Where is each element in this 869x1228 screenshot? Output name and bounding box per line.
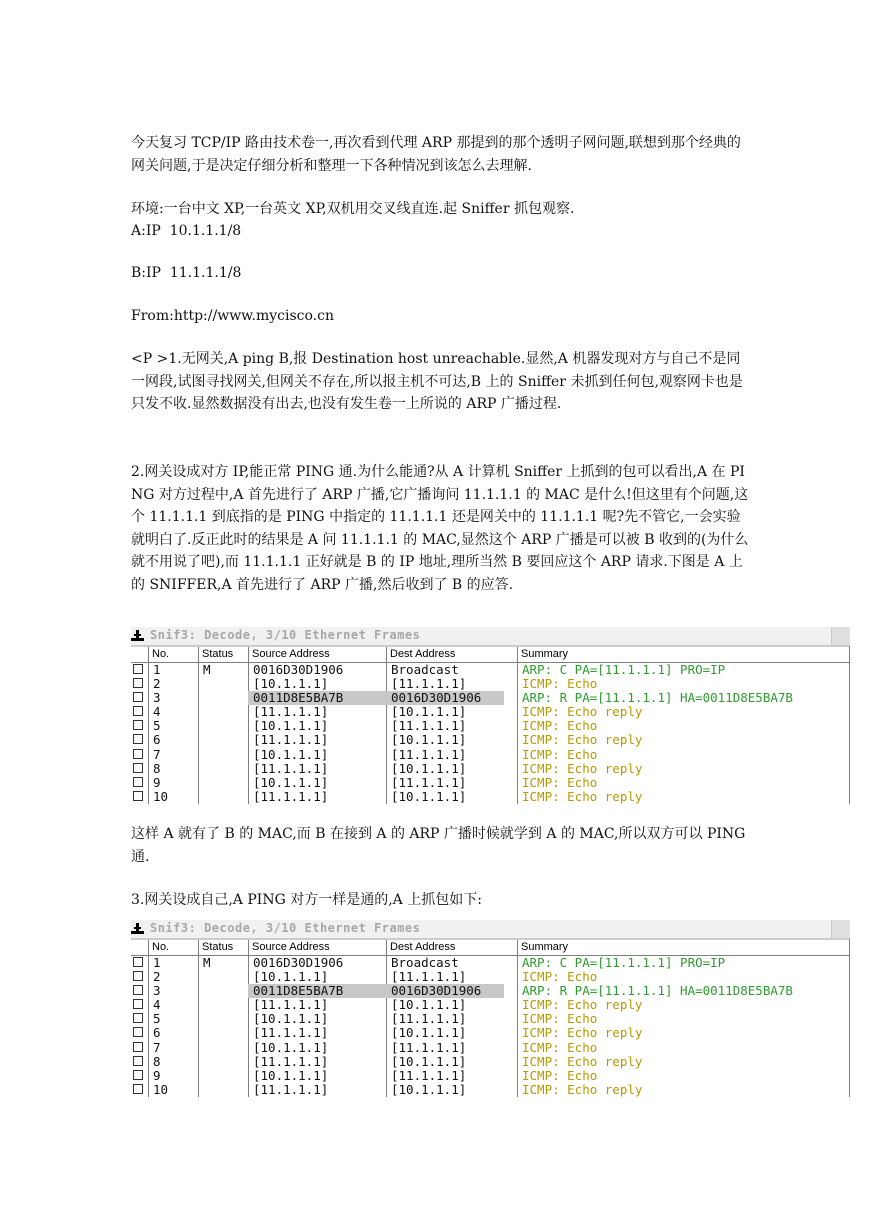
cell-summary: ARP: C PA=[11.1.1.1] PRO=IP [522, 662, 726, 677]
cell-source: [10.1.1.1] [253, 1067, 329, 1083]
cell-summary: ICMP: Echo reply [522, 1053, 643, 1069]
table-row[interactable] [131, 1012, 849, 1026]
cell-dest: Broadcast [391, 662, 459, 677]
table-row[interactable] [131, 733, 849, 747]
row-checkbox[interactable] [133, 1056, 143, 1066]
cell-summary: ICMP: Echo [522, 676, 598, 692]
cell-no: 1 [153, 955, 161, 970]
cell-summary: ICMP: Echo reply [522, 732, 643, 748]
cell-source: [11.1.1.1] [253, 997, 329, 1013]
cell-dest: [10.1.1.1] [391, 732, 467, 748]
row-checkbox[interactable] [133, 763, 143, 773]
table-header [131, 939, 849, 956]
intro-paragraph: 今天复习 TCP/IP 路由技术卷一,再次看到代理 ARP 那提到的那个透明子网问题,联想到那个经典的网关问题,于是决定仔细分析和整理一下各种情况到该怎么去理解. [131, 135, 741, 174]
sniffer-capture-1 [131, 627, 850, 804]
host-a-ip: A:IP 10.1.1.1/8 [131, 223, 242, 239]
capture-title: Snif3: Decode, 3/10 Ethernet Frames [150, 628, 421, 642]
cell-no: 5 [153, 1011, 161, 1027]
row-checkbox[interactable] [133, 1027, 143, 1037]
capture-title: Snif3: Decode, 3/10 Ethernet Frames [150, 921, 421, 935]
cell-summary: ICMP: Echo reply [522, 704, 643, 720]
row-checkbox[interactable] [133, 734, 143, 744]
capture-table [131, 939, 850, 1097]
cell-status: M [203, 662, 211, 677]
table-row[interactable] [131, 1055, 849, 1069]
row-checkbox[interactable] [133, 957, 143, 967]
cell-source: [10.1.1.1] [253, 676, 329, 692]
cell-dest: [11.1.1.1] [391, 676, 467, 692]
cell-summary: ICMP: Echo [522, 774, 598, 790]
header-dest[interactable]: Dest Address [386, 940, 517, 955]
table-row[interactable] [131, 677, 849, 691]
header-summary[interactable]: Summary [517, 940, 850, 955]
after-capture-paragraph: 这样 A 就有了 B 的 MAC,而 B 在接到 A 的 ARP 广播时候就学到 A 的 MAC,所以双方可以 PING 通. [131, 826, 746, 865]
cell-source: 0016D30D1906 [253, 662, 344, 677]
cell-status: M [203, 955, 211, 970]
table-row[interactable] [131, 776, 849, 790]
table-row[interactable] [131, 762, 849, 776]
sniffer-window-icon [131, 923, 144, 934]
header-no[interactable]: No. [148, 940, 198, 955]
cell-source: [10.1.1.1] [253, 1039, 329, 1055]
cell-summary: ICMP: Echo [522, 1067, 598, 1083]
cell-dest: Broadcast [391, 955, 459, 970]
cell-dest: 0016D30D1906 [391, 983, 482, 999]
row-checkbox[interactable] [133, 749, 143, 759]
cell-summary: ICMP: Echo reply [522, 997, 643, 1013]
cell-summary: ICMP: Echo reply [522, 760, 643, 776]
cell-summary: ARP: C PA=[11.1.1.1] PRO=IP [522, 955, 726, 970]
capture-title-bar [131, 627, 850, 646]
sniffer-window-icon [131, 630, 144, 641]
row-checkbox[interactable] [133, 1084, 143, 1094]
row-checkbox[interactable] [133, 1013, 143, 1023]
table-row[interactable] [131, 1069, 849, 1083]
cell-source: [11.1.1.1] [253, 1053, 329, 1069]
capture-title-bar [131, 920, 850, 939]
row-checkbox[interactable] [133, 706, 143, 716]
table-row[interactable] [131, 663, 849, 677]
row-checkbox[interactable] [133, 971, 143, 981]
cell-no: 8 [153, 760, 161, 776]
table-row[interactable] [131, 748, 849, 762]
cell-summary: ICMP: Echo reply [522, 788, 643, 804]
cell-source: [10.1.1.1] [253, 718, 329, 734]
cell-dest: [10.1.1.1] [391, 760, 467, 776]
cell-source: [11.1.1.1] [253, 788, 329, 804]
cell-summary: ICMP: Echo [522, 969, 598, 985]
cell-dest: [10.1.1.1] [391, 704, 467, 720]
cell-source: [10.1.1.1] [253, 1011, 329, 1027]
header-status[interactable]: Status [198, 647, 248, 662]
cell-dest: [11.1.1.1] [391, 718, 467, 734]
cell-no: 2 [153, 969, 161, 985]
cell-dest: [10.1.1.1] [391, 997, 467, 1013]
table-row[interactable] [131, 691, 849, 705]
cell-summary: ICMP: Echo [522, 746, 598, 762]
row-checkbox[interactable] [133, 692, 143, 702]
cell-no: 7 [153, 746, 161, 762]
cell-source: 0011D8E5BA7B [253, 690, 344, 706]
cell-source: [10.1.1.1] [253, 774, 329, 790]
cell-no: 3 [153, 983, 161, 999]
header-summary[interactable]: Summary [517, 647, 850, 662]
cell-dest: [11.1.1.1] [391, 1011, 467, 1027]
cell-no: 4 [153, 997, 161, 1013]
cell-summary: ICMP: Echo [522, 1011, 598, 1027]
cell-source: [11.1.1.1] [253, 732, 329, 748]
row-checkbox[interactable] [133, 1042, 143, 1052]
cell-dest: [10.1.1.1] [391, 1081, 467, 1097]
scrollbar[interactable] [831, 627, 850, 645]
capture-table [131, 646, 850, 804]
cell-dest: [11.1.1.1] [391, 774, 467, 790]
cell-no: 1 [153, 662, 161, 677]
header-dest[interactable]: Dest Address [386, 647, 517, 662]
cell-source: [11.1.1.1] [253, 1081, 329, 1097]
cell-dest: [11.1.1.1] [391, 969, 467, 985]
cell-no: 5 [153, 718, 161, 734]
cell-dest: [11.1.1.1] [391, 1039, 467, 1055]
header-source[interactable]: Source Address [248, 940, 386, 955]
cell-no: 3 [153, 690, 161, 706]
cell-dest: [10.1.1.1] [391, 788, 467, 804]
cell-source: [10.1.1.1] [253, 746, 329, 762]
environment-paragraph: 环境:一台中文 XP,一台英文 XP,双机用交叉线直连.起 Sniffer 抓包观察. [131, 201, 575, 217]
case3-paragraph: 3.网关设成自己,A PING 对方一样是通的,A 上抓包如下: [131, 892, 482, 908]
cell-no: 6 [153, 1025, 161, 1041]
scrollbar[interactable] [831, 920, 850, 938]
table-row[interactable] [131, 705, 849, 719]
cell-no: 9 [153, 1067, 161, 1083]
cell-source: [11.1.1.1] [253, 760, 329, 776]
table-row[interactable] [131, 1041, 849, 1055]
header-no[interactable]: No. [148, 647, 198, 662]
header-source[interactable]: Source Address [248, 647, 386, 662]
cell-no: 4 [153, 704, 161, 720]
cell-summary: ARP: R PA=[11.1.1.1] HA=0011D8E5BA7B [522, 690, 793, 706]
row-checkbox[interactable] [133, 1070, 143, 1080]
cell-no: 9 [153, 774, 161, 790]
table-row[interactable] [131, 970, 849, 984]
cell-summary: ARP: R PA=[11.1.1.1] HA=0011D8E5BA7B [522, 983, 793, 999]
table-row[interactable] [131, 1026, 849, 1040]
cell-dest: [11.1.1.1] [391, 746, 467, 762]
cell-source: [11.1.1.1] [253, 1025, 329, 1041]
cell-no: 8 [153, 1053, 161, 1069]
row-checkbox[interactable] [133, 777, 143, 787]
row-checkbox[interactable] [133, 678, 143, 688]
row-checkbox[interactable] [133, 791, 143, 801]
table-row[interactable] [131, 790, 849, 804]
row-checkbox[interactable] [133, 720, 143, 730]
cell-source: 0016D30D1906 [253, 955, 344, 970]
cell-summary: ICMP: Echo reply [522, 1081, 643, 1097]
table-row[interactable] [131, 984, 849, 998]
cell-no: 2 [153, 676, 161, 692]
case1-paragraph: <P >1.无网关,A ping B,报 Destination host unreachable.显然,A 机器发现对方与自己不是同一网段,试图寻找网关,但网关不存在,所以报主机不可达,B 上的 Sniffer 未抓到任何包,观察网卡也是只发不收.显然数据没有出去,也没有发生卷一上所说的 ARP 广播过程. [131, 351, 743, 413]
cell-dest: [11.1.1.1] [391, 1067, 467, 1083]
table-row[interactable] [131, 719, 849, 733]
cell-no: 10 [153, 788, 169, 804]
table-row[interactable] [131, 956, 849, 970]
cell-no: 6 [153, 732, 161, 748]
cell-summary: ICMP: Echo [522, 1039, 598, 1055]
cell-dest: [10.1.1.1] [391, 1053, 467, 1069]
row-checkbox[interactable] [133, 999, 143, 1009]
table-row[interactable] [131, 1083, 849, 1097]
source-line: From:http://www.mycisco.cn [131, 308, 334, 324]
header-status[interactable]: Status [198, 940, 248, 955]
cell-no: 7 [153, 1039, 161, 1055]
row-checkbox[interactable] [133, 985, 143, 995]
cell-summary: ICMP: Echo reply [522, 1025, 643, 1041]
cell-dest: 0016D30D1906 [391, 690, 482, 706]
cell-source: [11.1.1.1] [253, 704, 329, 720]
cell-source: 0011D8E5BA7B [253, 983, 344, 999]
table-header [131, 646, 849, 663]
host-b-ip: B:IP 11.1.1.1/8 [131, 265, 242, 281]
cell-dest: [10.1.1.1] [391, 1025, 467, 1041]
sniffer-capture-2 [131, 920, 850, 1097]
table-row[interactable] [131, 998, 849, 1012]
cell-summary: ICMP: Echo [522, 718, 598, 734]
cell-no: 10 [153, 1081, 169, 1097]
case2-paragraph: 2.网关设成对方 IP,能正常 PING 通.为什么能通?从 A 计算机 Sniffer 上抓到的包可以看出,A 在 PING 对方过程中,A 首先进行了 ARP 广播,它广播询问 11.1.1.1 的 MAC 是什么!但这里有个问题,这个 11.1.1.1 到底指的是 PING 中指定的 11.1.1.1 还是网关中的 11.1.1.1 呢?先不管它,一会实验就明白了.反正此时的结果是 A 问 11.1.1.1 的 MAC,显然这个 ARP 广播是可以被 B 收到的(为什么就不用说了吧),而 11.1.1.1 正好就是 B 的 IP 地址,理所当然 B 要回应这个 ARP 请求.下图是 A 上的 SNIFFER,A 首先进行了 ARP 广播,然后收到了 B 的应答. [131, 464, 749, 593]
row-checkbox[interactable] [133, 664, 143, 674]
cell-source: [10.1.1.1] [253, 969, 329, 985]
